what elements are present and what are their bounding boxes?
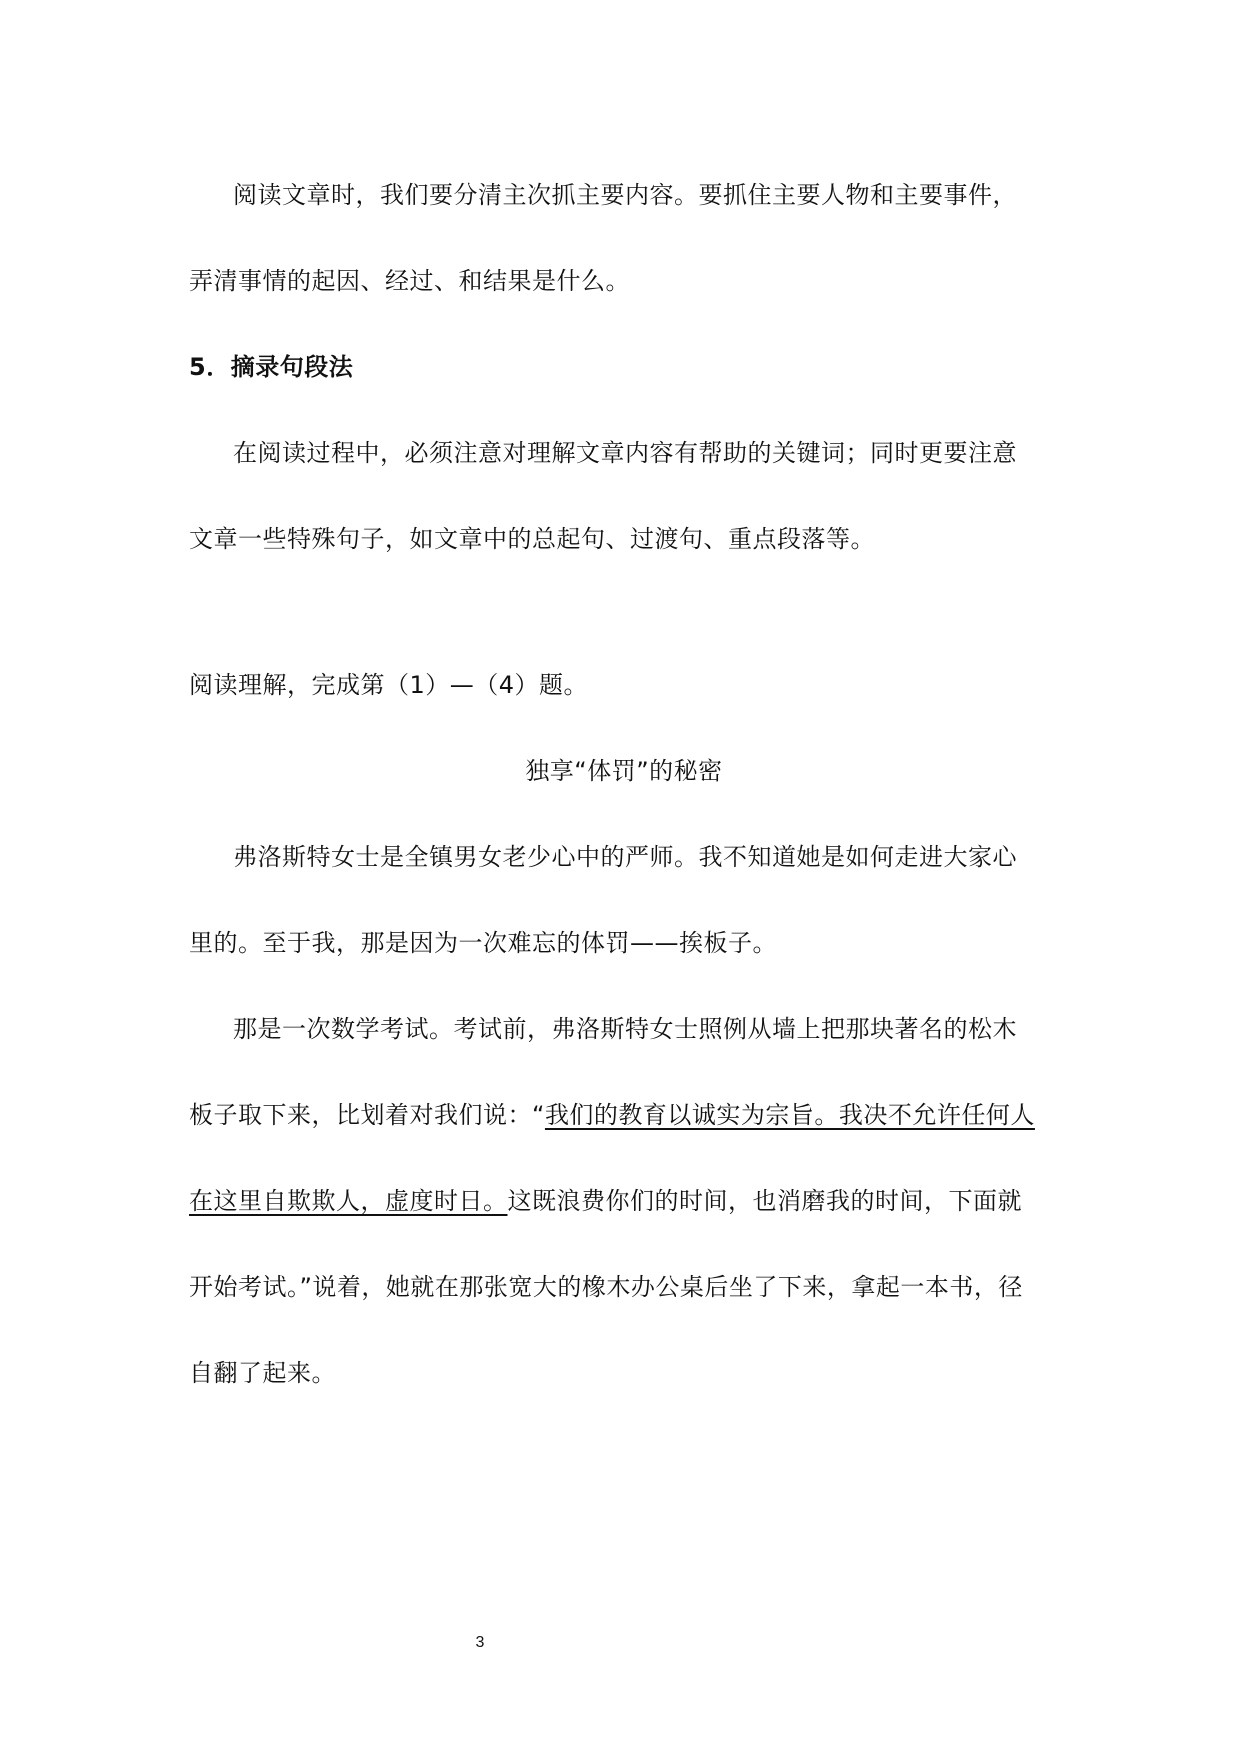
paragraph-line: 弗洛斯特女士是全镇男女老少心中的严师。我不知道她是如何走进大家心 — [233, 843, 1017, 871]
paragraph-line: 里的。至于我，那是因为一次难忘的体罚——挨板子。 — [189, 929, 777, 957]
paragraph-line: 自翻了起来。 — [189, 1359, 336, 1387]
story-title: 独享“体罚”的秘密 — [525, 757, 723, 785]
paragraph-line: 在阅读过程中，必须注意对理解文章内容有帮助的关键词；同时更要注意 — [233, 439, 1017, 467]
paragraph-line — [189, 1184, 1059, 1218]
section-heading: 5．摘录句段法 — [189, 353, 354, 381]
underlined-sentence: 我们的教育以诚实为宗旨。我决不允许任何人 — [544, 1101, 1035, 1129]
paragraph-line: 开始考试。”说着，她就在那张宽大的橡木办公桌后坐了下来，拿起一本书，径 — [189, 1273, 1023, 1301]
plain-text: 这既浪费你们的时间，也消磨我的时间，下面就 — [507, 1187, 1022, 1215]
question-instruction: 阅读理解，完成第（1）—（4）题。 — [189, 671, 589, 699]
paragraph-line: 文章一些特殊句子，如文章中的总起句、过渡句、重点段落等。 — [189, 525, 875, 553]
paragraph-line — [189, 1098, 1059, 1132]
underlined-sentence: 在这里自欺欺人，虚度时日。 — [189, 1187, 508, 1215]
page-number: 3 — [475, 1634, 485, 1651]
paragraph-line: 弄清事情的起因、经过、和结果是什么。 — [189, 267, 630, 295]
paragraph-line: 那是一次数学考试。考试前，弗洛斯特女士照例从墙上把那块著名的松木 — [233, 1015, 1017, 1043]
paragraph-line: 阅读文章时，我们要分清主次抓主要内容。要抓住主要人物和主要事件， — [233, 181, 1017, 209]
plain-text: 板子取下来，比划着对我们说：“ — [189, 1101, 545, 1129]
